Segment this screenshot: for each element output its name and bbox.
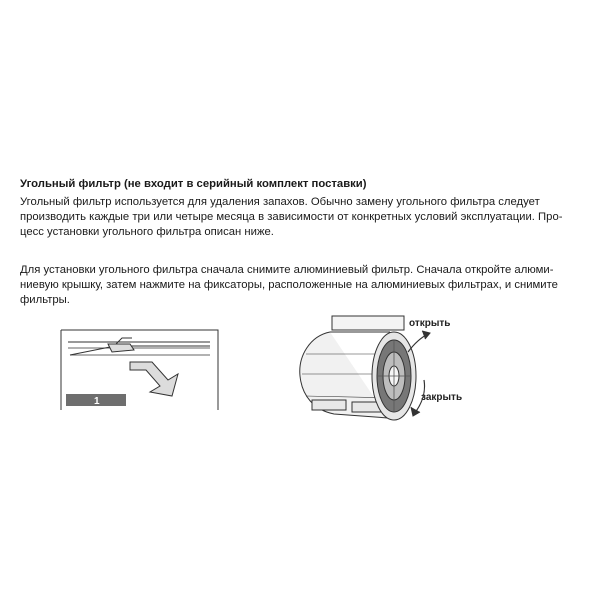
paragraph-line: производить каждые три или четыре месяца в зависимости от конкретных условий эксплуатации. Про- (20, 211, 563, 223)
filter-removal-illustration (60, 322, 220, 412)
paragraph-line: ниевую крышку, затем нажмите на фиксаторы, расположенные на алюминиевых фильтрах, и снимите (20, 279, 558, 291)
step-number: 1 (94, 396, 100, 407)
paragraph-line: Для установки угольного фильтра сначала снимите алюминиевый фильтр. Сначала откройте алюми- (20, 264, 554, 276)
paragraph-line: фильтры. (20, 294, 70, 306)
paragraph-line: Угольный фильтр используется для удаления запахов. Обычно замену угольного фильтра следует (20, 196, 540, 208)
paragraph-line: цесс установки угольного фильтра описан ниже. (20, 226, 274, 238)
section-heading: Угольный фильтр (не входит в серийный комплект поставки) (20, 178, 367, 190)
installation-instructions-paragraph (20, 263, 592, 308)
down-arrow-icon (130, 362, 178, 396)
close-direction-label: закрыть (421, 392, 463, 403)
filter-description-paragraph (20, 195, 592, 240)
open-direction-label: открыть (409, 318, 451, 329)
charcoal-filter-fan-illustration (290, 314, 480, 424)
